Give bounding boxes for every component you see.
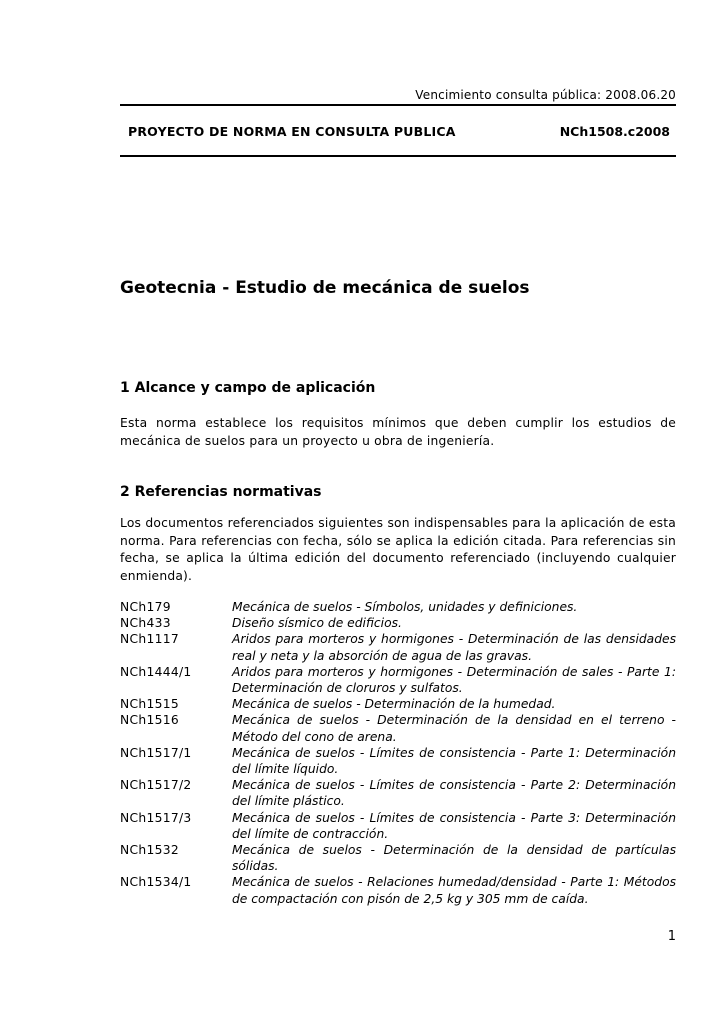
reference-item <box>120 745 676 777</box>
reference-code: NCh1515 <box>120 697 179 712</box>
reference-title: Mecánica de suelos - Símbolos, unidades y definiciones. <box>232 600 578 614</box>
reference-item <box>120 874 676 906</box>
reference-item <box>120 842 676 874</box>
section-1-heading: 1 Alcance y campo de aplicación <box>120 380 376 396</box>
reference-item <box>120 664 676 696</box>
reference-item <box>120 696 676 712</box>
reference-item <box>120 599 676 615</box>
reference-code: NCh1534/1 <box>120 875 192 890</box>
document-title: Geotecnia - Estudio de mecánica de suelos <box>120 278 530 298</box>
reference-title: Aridos para morteros y hormigones - Determinación de sales - Parte 1: Determinación de cloruros y sulfatos. <box>232 664 676 696</box>
reference-code: NCh1517/3 <box>120 810 192 825</box>
reference-code: NCh433 <box>120 616 171 631</box>
header-top-rule <box>120 104 676 106</box>
reference-code: NCh1516 <box>120 713 179 728</box>
consulta-deadline: Vencimiento consulta pública: 2008.06.20 <box>415 88 676 102</box>
reference-code: NCh1444/1 <box>120 664 192 679</box>
reference-title: Mecánica de suelos - Límites de consistencia - Parte 2: Determinación del límite plástico. <box>232 778 676 809</box>
reference-item <box>120 712 676 744</box>
reference-code: NCh1517/2 <box>120 778 192 793</box>
reference-item <box>120 810 676 842</box>
header-bottom-rule <box>120 155 676 157</box>
reference-code: NCh179 <box>120 600 171 614</box>
page-number: 1 <box>667 929 676 944</box>
section-2-heading: 2 Referencias normativas <box>120 484 322 500</box>
project-label: PROYECTO DE NORMA EN CONSULTA PUBLICA <box>128 124 456 139</box>
reference-title: Mecánica de suelos - Relaciones humedad/densidad - Parte 1: Métodos de compactación con pisón de 2,5 kg y 305 mm de caída. <box>232 875 676 906</box>
norm-code: NCh1508.c2008 <box>559 124 670 139</box>
reference-title: Mecánica de suelos - Límites de consistencia - Parte 1: Determinación del límite líquido. <box>232 745 676 777</box>
reference-code: NCh1117 <box>120 632 179 647</box>
reference-title: Diseño sísmico de edificios. <box>232 616 402 631</box>
reference-title: Mecánica de suelos - Determinación de la densidad en el terreno - Método del cono de arena. <box>232 713 676 744</box>
reference-code: NCh1532 <box>120 843 179 858</box>
reference-item <box>120 615 676 631</box>
section-2-text: Los documentos referenciados siguientes son indispensables para la aplicación de esta norma. Para referencias con fecha, sólo se aplica la edición citada. Para referencias sin fecha, se aplica la última edición del documento referenciado (incluyendo cualquier enmienda). <box>120 516 676 583</box>
reference-title: Mecánica de suelos - Determinación de la densidad de partículas sólidas. <box>232 843 676 874</box>
section-1-text: Esta norma establece los requisitos mínimos que deben cumplir los estudios de mecánica de suelos para un proyecto u obra de ingeniería. <box>120 416 676 448</box>
reference-title: Aridos para morteros y hormigones - Determinación de las densidades real y neta y la absorción de agua de las gravas. <box>232 632 676 663</box>
reference-item <box>120 631 676 663</box>
references-list <box>120 599 676 907</box>
reference-title: Mecánica de suelos - Determinación de la humedad. <box>232 697 556 712</box>
reference-title: Mecánica de suelos - Límites de consistencia - Parte 3: Determinación del límite de contracción. <box>232 810 676 841</box>
reference-item <box>120 777 676 809</box>
reference-code: NCh1517/1 <box>120 745 192 760</box>
